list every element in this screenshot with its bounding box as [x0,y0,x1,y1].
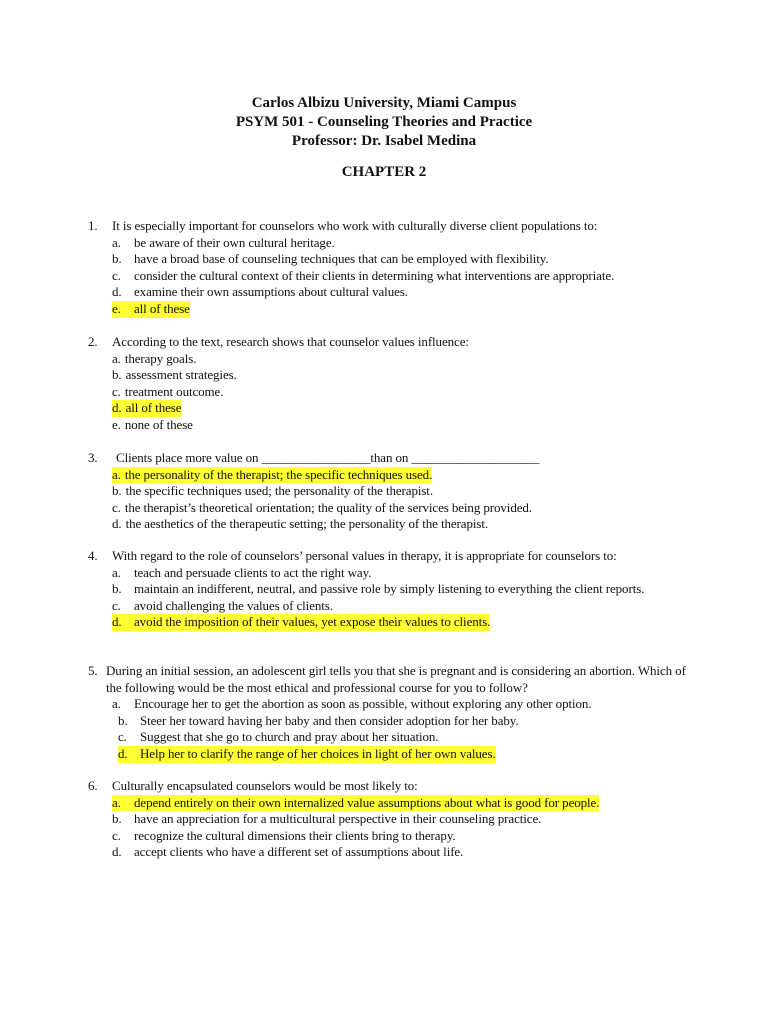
question-number: 2. [88,334,98,349]
option-d: d. accept clients who have a different set of assumptions about life. [112,844,464,860]
option-c: c. Suggest that she go to church and pray about her situation. [118,729,439,745]
option-c: c. avoid challenging the values of clients. [112,597,333,613]
question-stem [88,548,688,565]
question-stem [88,334,688,351]
option-b: b. assessment strategies. [112,367,237,383]
question-number: 4. [88,548,98,563]
course-title: PSYM 501 - Counseling Theories and Practice [235,114,533,130]
option-b: b. maintain an indifferent, neutral, and passive role by simply listening to everything the client reports. [112,581,645,597]
question-number: 3. [88,450,98,465]
answer-highlight: d. all of these [112,400,182,416]
question-2 [88,334,688,434]
university-name: Carlos Albizu University, Miami Campus [251,95,517,111]
question-text: It is especially important for counselors who work with culturally diverse client populations to: [112,218,598,233]
option-d-highlighted [88,614,688,631]
option-a: a. teach and persuade clients to act the right way. [112,564,372,580]
question-5 [88,663,688,763]
option-c: c. the therapist’s theoretical orientation; the quality of the services being provided. [112,499,532,515]
option-a: a. Encourage her to get the abortion as soon as possible, without exploring any other option. [112,696,592,712]
question-stem [88,218,688,235]
question-stem [88,450,688,467]
option-c: c. treatment outcome. [112,383,224,399]
option-d-highlighted [88,400,688,417]
option-a-highlighted [88,467,688,484]
option-e: e. none of these [112,416,193,432]
professor-name: Professor: Dr. Isabel Medina [291,133,477,149]
answer-highlight: a. the personality of the therapist; the specific techniques used. [112,466,433,482]
chapter-title: CHAPTER 2 [341,164,427,180]
option-d: d. the aesthetics of the therapeutic setting; the personality of the therapist. [112,516,488,532]
option-b: b. the specific techniques used; the personality of the therapist. [112,483,433,499]
question-number: 6. [88,778,98,793]
option-a-highlighted [88,795,688,812]
option-b: b. have a broad base of counseling techniques that can be employed with flexibility. [112,251,549,267]
question-stem [88,778,688,795]
question-3 [88,450,688,533]
answer-highlight: d. Help her to clarify the range of her choices in light of her own values. [118,745,496,761]
option-b: b. Steer her toward having her baby and then consider adoption for her baby. [118,712,519,728]
question-text: According to the text, research shows that counselor values influence: [112,334,469,349]
answer-highlight: a. depend entirely on their own internalized value assumptions about what is good for people. [112,794,600,810]
question-number: 1. [88,218,98,233]
option-a: a. be aware of their own cultural heritage. [112,234,335,250]
option-c: c. recognize the cultural dimensions their clients bring to therapy. [112,827,456,843]
question-6 [88,778,688,861]
option-d-highlighted [88,746,688,763]
question-text: Culturally encapsulated counselors would be most likely to: [112,778,418,793]
question-text: Clients place more value on _________________than on ____________________ [116,450,540,465]
document-header [0,94,768,151]
question-stem [88,663,688,696]
answer-highlight: e. all of these [112,300,190,316]
option-a: a. therapy goals. [112,350,197,366]
question-text: With regard to the role of counselors’ personal values in therapy, it is appropriate for counselors to: [112,548,617,563]
question-1 [88,218,688,318]
question-text: During an initial session, an adolescent girl tells you that she is pregnant and is considering an abortion. Which of the following would be the most ethical and professional course for you to follow? [106,663,686,695]
question-4 [88,548,688,631]
answer-highlight: d. avoid the imposition of their values, yet expose their values to clients. [112,614,491,630]
option-c: c. consider the cultural context of their clients in determining what interventions are appropriate. [112,267,615,283]
question-number: 5. [88,663,98,678]
option-b: b. have an appreciation for a multicultural perspective in their counseling practice. [112,811,542,827]
option-e-highlighted [88,301,688,318]
option-d: d. examine their own assumptions about cultural values. [112,284,408,300]
